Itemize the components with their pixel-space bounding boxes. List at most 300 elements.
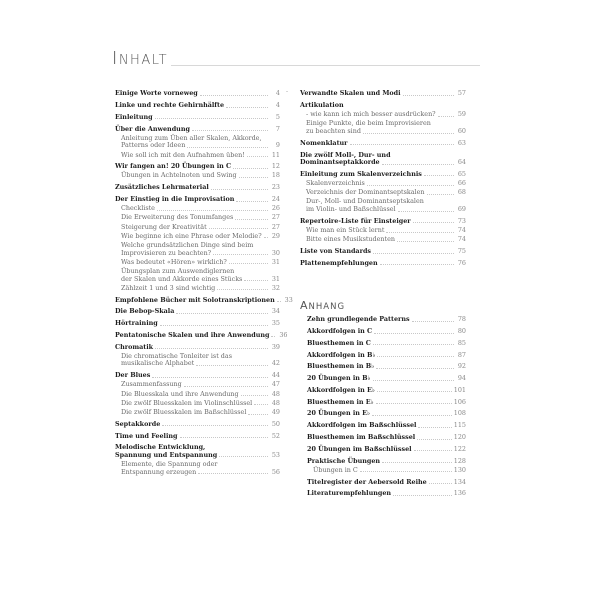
dot-leader (382, 462, 452, 463)
dot-leader (413, 222, 454, 223)
appendix-group (307, 387, 466, 418)
toc-subsection-row (115, 400, 280, 408)
toc-chapter-row (300, 248, 466, 256)
toc-entry[interactable] (115, 353, 280, 368)
page-number: 35 (271, 319, 280, 328)
dot-leader (198, 473, 268, 474)
page-number: 48 (271, 389, 280, 398)
toc-entry-title: Wie man ein Stück lernt (306, 226, 385, 234)
toc-subsection-row (115, 409, 280, 417)
dot-leader (377, 356, 454, 357)
toc-entry[interactable] (300, 120, 466, 135)
dot-leader (403, 95, 454, 96)
dot-leader (184, 386, 268, 387)
toc-entry-title: Akkordfolgen in B♭ (307, 350, 376, 359)
appendix-group (307, 458, 466, 475)
toc-entry-title: Die Bluesskala und ihre Anwendung (121, 389, 239, 398)
toc-chapter-row (115, 344, 280, 352)
toc-entry[interactable] (307, 340, 466, 348)
page-number: 65 (457, 169, 466, 178)
appendix-title-initial: A (300, 299, 309, 312)
toc-chapter-row (307, 458, 466, 466)
toc-entry-title: Was bedeutet «Hören» wirklich? (121, 257, 227, 266)
toc-entry[interactable] (115, 242, 280, 257)
dot-leader (438, 116, 454, 117)
toc-entry-title: 20 Übungen im Baßschlüssel (307, 444, 412, 453)
toc-chapter-row (115, 320, 280, 328)
toc-entry-title: Die zwölf Bluesskalen im Violinschlüssel (121, 398, 253, 407)
page-number: 56 (271, 467, 280, 476)
toc-subsection-row (300, 236, 466, 244)
page-number: 31 (271, 274, 280, 283)
page-number: 52 (271, 431, 280, 440)
page-number: 5 (275, 112, 280, 121)
toc-entry-title: Welche grundsätzlichen Dinge sind beim (121, 240, 254, 249)
dot-leader (418, 427, 451, 428)
toc-subsection-row (300, 128, 466, 136)
page-number: 33 (284, 295, 293, 304)
appendix-title-rest: NHANG (308, 302, 346, 312)
toc-entry[interactable] (115, 196, 280, 204)
appendix-group (307, 328, 466, 347)
page-number: 108 (453, 409, 466, 418)
dot-leader (226, 107, 268, 108)
dot-leader (360, 471, 452, 472)
toc-left-column (115, 86, 293, 476)
toc-subsection-row (300, 111, 466, 119)
toc-chapter-row (307, 446, 466, 454)
dot-leader (373, 253, 454, 254)
toc-entry-title: Wie soll ich mit den Aufnahmen üben! (121, 150, 245, 159)
dot-leader (162, 425, 268, 426)
toc-entry[interactable] (115, 205, 280, 213)
toc-entry[interactable] (307, 363, 466, 371)
dot-leader (180, 437, 268, 438)
toc-subsection-row (115, 360, 280, 368)
toc-entry[interactable] (300, 218, 466, 226)
appendix-group (307, 316, 466, 324)
dot-leader (271, 336, 275, 337)
page-number: 26 (271, 204, 280, 213)
toc-entry-title: Melodische Entwicklung, (115, 443, 206, 452)
dot-leader (192, 130, 268, 131)
page-title (112, 50, 480, 68)
toc-entry-title: Die zwölf Bluesskalen im Baßschlüssel (121, 407, 247, 416)
toc-subsection-row (300, 206, 466, 214)
toc-entry[interactable] (300, 90, 466, 98)
toc-chapter-row (307, 422, 466, 430)
page-number: 64 (457, 158, 466, 167)
toc-entry-title: Anleitung zum Üben aller Skalen, Akkorde, (121, 133, 262, 142)
toc-entry-title: Akkordfolgen im Baßschlüssel (307, 421, 417, 430)
toc-entry[interactable] (115, 224, 280, 232)
column-separator-mark: - (286, 88, 289, 95)
page-number: 27 (271, 213, 280, 222)
page-number: 76 (457, 258, 466, 267)
dot-leader (229, 263, 268, 264)
dot-leader (235, 219, 268, 220)
dot-leader (376, 403, 452, 404)
page-number: 87 (457, 350, 466, 359)
toc-entry[interactable] (115, 433, 280, 441)
toc-chapter-row (115, 126, 280, 134)
toc-entry[interactable] (115, 285, 280, 293)
toc-entry[interactable] (307, 422, 466, 430)
toc-entry-title: Improvisieren zu beachten? (121, 248, 212, 257)
dot-leader (376, 368, 454, 369)
page-number: 136 (453, 489, 466, 498)
toc-entry-title: Patterns oder Ideen (121, 141, 186, 150)
page-number: 32 (271, 283, 280, 292)
toc-entry[interactable] (300, 180, 466, 188)
toc-entry[interactable] (115, 259, 280, 267)
toc-chapter-row (115, 421, 280, 429)
toc-entry-title: Bluesthemen im Baßschlüssel (307, 433, 416, 441)
page-number: 9 (275, 141, 280, 150)
toc-entry[interactable] (115, 295, 293, 305)
toc-entry[interactable] (115, 268, 280, 283)
toc-entry-title: Zählzeit 1 und 3 sind wichtig (121, 283, 216, 292)
dot-leader (155, 348, 268, 349)
page-number: 39 (271, 342, 280, 351)
toc-entry[interactable] (300, 140, 466, 148)
page-number: 4 (275, 100, 280, 109)
dot-leader (398, 211, 454, 212)
toc-chapter-row (307, 316, 466, 324)
toc-entry-title: Chromatik (115, 342, 154, 351)
page-number: 29 (271, 231, 280, 240)
toc-entry-title: Linke und rechte Gehirnhälfte (115, 100, 225, 109)
toc-entry-title: Artikulation (300, 100, 344, 109)
toc-entry[interactable] (115, 172, 280, 180)
toc-entry-title: Einleitung (115, 112, 153, 121)
page-number: 11 (271, 150, 280, 159)
dot-leader (213, 254, 268, 255)
toc-entry[interactable] (300, 102, 466, 110)
page-number: 42 (271, 359, 280, 368)
toc-entry[interactable] (300, 189, 466, 197)
toc-entry-title: Bluesthemen in B♭ (307, 362, 375, 371)
dot-leader (254, 404, 268, 405)
toc-entry-title: Übungen in Achtelnoten und Swing (121, 171, 237, 180)
toc-subsection-row (300, 180, 466, 188)
toc-chapter-row (307, 328, 466, 336)
toc-entry-title: der Skalen und Akkorde eines Stücks (121, 274, 243, 283)
appendix-group (307, 352, 466, 383)
toc-entry-title: Hörtraining (115, 319, 158, 328)
page-number: 12 (271, 162, 280, 171)
toc-entry[interactable] (300, 198, 466, 213)
dot-leader (152, 377, 268, 378)
toc-chapter-row (307, 490, 466, 498)
page-number: 128 (453, 456, 466, 465)
toc-chapter-row (300, 159, 466, 167)
toc-chapter-row (300, 102, 466, 110)
toc-entry[interactable] (115, 184, 280, 192)
dot-leader (217, 289, 268, 290)
toc-entry[interactable] (115, 400, 280, 408)
toc-chapter-row (307, 434, 466, 442)
toc-entry[interactable] (307, 446, 466, 454)
toc-entry[interactable] (115, 135, 280, 150)
toc-entry-title: - wie kann ich mich besser ausdrücken? (306, 110, 436, 119)
page-number: 80 (457, 326, 466, 335)
dot-leader (239, 177, 268, 178)
page-number: 122 (453, 444, 466, 453)
toc-subsection-row (115, 285, 280, 293)
page-number: 85 (457, 338, 466, 347)
toc-entry-title: Steigerung der Kreativität (121, 222, 207, 231)
toc-chapter-row (300, 260, 466, 268)
toc-entry[interactable] (115, 461, 280, 476)
dot-leader (236, 201, 268, 202)
dot-leader (377, 391, 452, 392)
page-number: 78 (457, 315, 466, 324)
toc-entry-title: Die chromatische Tonleiter ist das (121, 351, 232, 360)
toc-entry-title: Zusätzliches Lehrmaterial (115, 183, 209, 192)
toc-right-column (300, 86, 466, 267)
dot-leader (374, 333, 454, 334)
page-number: 27 (271, 222, 280, 231)
toc-entry-title: Einige Punkte, die beim Improvisieren (306, 119, 431, 128)
toc-entry-title: Dominantseptakkorde (300, 158, 380, 167)
toc-subsection-row (115, 381, 280, 389)
page-title-initial: I (112, 48, 119, 69)
toc-entry[interactable] (115, 320, 280, 328)
toc-entry[interactable] (307, 479, 466, 487)
page-number: 92 (457, 362, 466, 371)
page-number: 74 (457, 235, 466, 244)
toc-entry[interactable] (115, 233, 280, 241)
page-number: 94 (457, 374, 466, 383)
toc-entry[interactable] (300, 171, 466, 179)
dot-leader (427, 194, 455, 195)
toc-entry-title: Dur-, Moll- und Dominantseptskalen (306, 197, 424, 206)
page-number: 66 (457, 179, 466, 188)
dot-leader (393, 495, 452, 496)
toc-entry-title: Zusammenfassung (121, 380, 182, 389)
toc-entry-title: Verwandte Skalen und Modi (300, 89, 401, 98)
toc-entry[interactable] (307, 399, 466, 407)
page-number: 48 (271, 398, 280, 407)
dot-leader (176, 313, 268, 314)
dot-leader (157, 210, 268, 211)
toc-entry-title: Übungen in C (313, 465, 358, 474)
toc-entry[interactable] (307, 467, 466, 475)
toc-entry-title: Bluesthemen in E♭ (307, 397, 374, 406)
appendix-group (307, 490, 466, 498)
dot-leader (247, 156, 268, 157)
dot-leader (277, 301, 281, 302)
toc-entry[interactable] (115, 444, 280, 459)
toc-chapter-row (307, 375, 466, 383)
toc-subsection-row (115, 250, 280, 258)
dot-leader (412, 321, 454, 322)
toc-entry[interactable] (115, 308, 280, 316)
toc-entry-title: Septakkorde (115, 419, 161, 428)
toc-entry-title: Zehn grundlegende Patterns (307, 315, 410, 324)
toc-subsection-row (115, 391, 280, 399)
toc-entry[interactable] (307, 328, 466, 336)
toc-chapter-row (115, 433, 280, 441)
dot-leader (429, 483, 452, 484)
toc-entry-title: musikalische Alphabet (121, 359, 195, 368)
toc-chapter-row (115, 114, 280, 122)
dot-leader (367, 185, 454, 186)
page-number: 120 (453, 433, 466, 441)
toc-chapter-row (115, 163, 280, 171)
toc-entry[interactable] (115, 114, 280, 122)
dot-leader (160, 325, 268, 326)
page-number: 57 (457, 89, 466, 98)
toc-subsection-row (115, 469, 280, 477)
toc-subsection-row (115, 214, 280, 222)
toc-entry-title: Die Bebop-Skala (115, 307, 175, 316)
toc-entry-title: Akkordfolgen in C (307, 326, 373, 335)
dot-leader (373, 344, 454, 345)
toc-entry[interactable] (115, 421, 280, 429)
toc-chapter-row (115, 184, 280, 192)
toc-subsection-row (115, 276, 280, 284)
toc-entry[interactable] (115, 102, 280, 110)
title-rule (171, 65, 480, 66)
toc-entry[interactable] (300, 248, 466, 256)
toc-entry-title: Akkordfolgen in E♭ (307, 385, 375, 394)
toc-subsection-row (115, 233, 280, 241)
toc-entry[interactable] (115, 214, 280, 222)
toc-entry-title: Spannung und Entspannung (115, 450, 218, 459)
toc-entry-title: Praktische Übungen (307, 456, 381, 465)
toc-entry-title: Die Erweiterung des Tonumfanges (121, 213, 234, 222)
toc-entry[interactable] (115, 152, 280, 160)
toc-entry-title: Entspannung erzeugen (121, 467, 197, 476)
toc-chapter-row (115, 308, 280, 316)
toc-entry-title: Repertoire-Liste für Einsteiger (300, 216, 411, 225)
toc-entry[interactable] (307, 375, 466, 383)
toc-entry[interactable] (307, 387, 466, 395)
dot-leader (373, 380, 454, 381)
dot-leader (233, 168, 268, 169)
toc-chapter-row (300, 171, 466, 179)
page-number: 53 (271, 450, 280, 459)
page-number: 69 (457, 205, 466, 214)
toc-entry[interactable] (115, 381, 280, 389)
toc-entry-title: Titelregister der Aebersold Reihe (307, 477, 427, 486)
toc-chapter-row (115, 330, 288, 340)
toc-entry[interactable] (300, 227, 466, 235)
toc-entry[interactable] (307, 352, 466, 360)
page-number: 47 (271, 380, 280, 389)
page-number: 4 (275, 89, 280, 98)
toc-subsection-row (115, 205, 280, 213)
toc-entry[interactable] (300, 260, 466, 268)
toc-entry[interactable] (300, 236, 466, 244)
dot-leader (200, 95, 268, 96)
toc-entry[interactable] (307, 458, 466, 466)
toc-subsection-row (115, 172, 280, 180)
page-number: 24 (271, 195, 280, 204)
toc-entry-title: Pentatonische Skalen und ihre Anwendung (115, 330, 270, 339)
toc-entry-title: Checkliste (121, 204, 155, 213)
toc-chapter-row (307, 479, 466, 487)
page-number: 74 (457, 226, 466, 234)
toc-subsection-row (300, 227, 466, 235)
page-number: 44 (271, 371, 280, 380)
page-number: 75 (457, 246, 466, 255)
appendix-group (307, 479, 466, 487)
toc-chapter-row (115, 102, 280, 110)
page-number: 59 (457, 110, 466, 119)
toc-entry[interactable] (300, 111, 466, 119)
toc-entry[interactable] (115, 90, 280, 98)
page-number: 49 (271, 407, 280, 416)
toc-entry[interactable] (307, 410, 466, 418)
toc-entry-title: 20 Übungen in E♭ (307, 409, 371, 418)
toc-entry[interactable] (115, 372, 280, 380)
toc-chapter-row (300, 90, 466, 98)
toc-entry[interactable] (307, 490, 466, 498)
toc-entry-title: Über die Anwendung (115, 124, 190, 133)
page-number: 130 (453, 465, 466, 474)
dot-leader (211, 189, 268, 190)
toc-subsection-row (307, 467, 466, 475)
dot-leader (244, 280, 268, 281)
dot-leader (386, 232, 454, 233)
appendix-group (307, 422, 466, 453)
toc-entry-title: Einige Worte vorneweg (115, 89, 198, 98)
toc-entry[interactable] (115, 391, 280, 399)
page-number: 30 (271, 248, 280, 257)
page-title-rest: NHALT (118, 53, 169, 68)
toc-chapter-row (115, 196, 280, 204)
toc-entry-title: Wie beginne ich eine Phrase oder Melodie? (121, 231, 262, 240)
toc-subsection-row (300, 189, 466, 197)
toc-entry[interactable] (307, 316, 466, 324)
page-number: 68 (457, 188, 466, 197)
toc-chapter-row (307, 387, 466, 395)
toc-entry-title: Übungsplan zum Auswendiglernen (121, 266, 235, 275)
toc-chapter-row (300, 218, 466, 226)
dot-leader (219, 456, 268, 457)
toc-entry[interactable] (115, 344, 280, 352)
toc-entry[interactable] (115, 409, 280, 417)
toc-entry[interactable] (115, 126, 280, 134)
toc-entry[interactable] (115, 163, 280, 171)
page-number: 31 (271, 257, 280, 266)
dot-leader (424, 175, 454, 176)
toc-subsection-row (115, 224, 280, 232)
toc-chapter-row (307, 399, 466, 407)
toc-entry[interactable] (115, 330, 288, 340)
toc-entry[interactable] (307, 434, 466, 442)
page-number: 18 (271, 171, 280, 180)
toc-subsection-row (115, 152, 280, 160)
toc-entry-title: Der Einstieg in die Improvisation (115, 195, 235, 204)
page-number: 50 (271, 419, 280, 428)
toc-chapter-row (115, 90, 280, 98)
toc-entry-title: im Violin- und Baßschlüssel (306, 205, 396, 214)
toc-entry-title: Time und Feeling (115, 431, 178, 440)
toc-entry-title: Skalenverzeichnis (306, 179, 365, 188)
page-number: 106 (453, 397, 466, 406)
toc-entry-title: Bitte eines Musikstudenten (306, 235, 395, 244)
toc-entry[interactable] (300, 152, 466, 167)
page-number: 60 (457, 126, 466, 135)
page-number: 134 (453, 477, 466, 486)
dot-leader (414, 450, 452, 451)
dot-leader (209, 228, 268, 229)
dot-leader (155, 118, 268, 119)
